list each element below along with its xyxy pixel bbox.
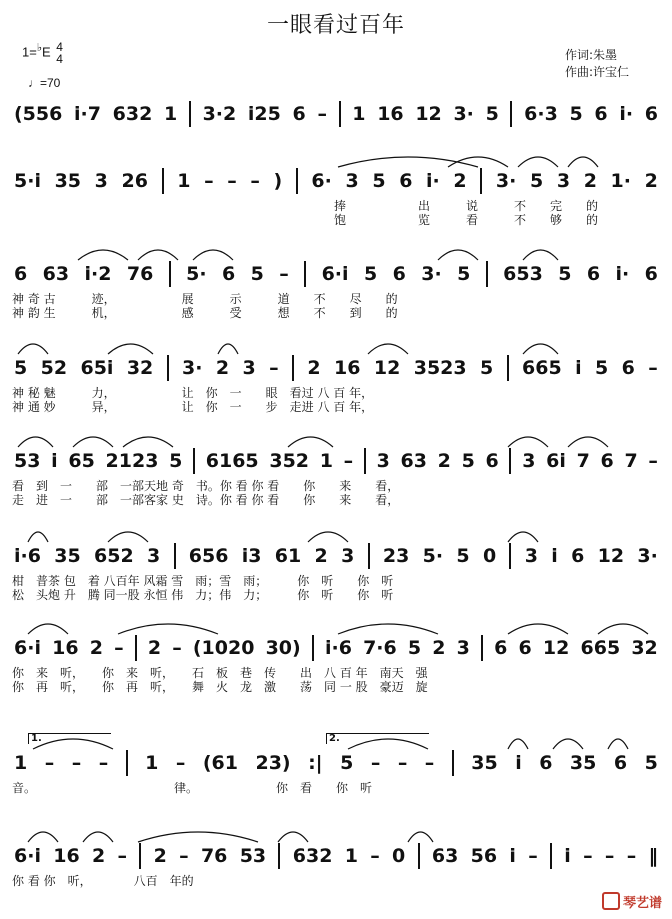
lyric-line: 神 奇 古 迹， 展 示 道 不 尽 的	[12, 292, 398, 306]
note: –	[648, 450, 658, 472]
note: ‖	[648, 845, 658, 867]
note: 3·	[637, 545, 658, 567]
note: 12	[373, 357, 401, 379]
note: 6·i	[321, 263, 349, 285]
volta-second: 2.	[326, 733, 429, 744]
note: 2	[644, 170, 658, 192]
note: 6	[494, 637, 508, 659]
note: 1	[319, 450, 333, 472]
bar-line	[135, 635, 137, 661]
note: 3	[341, 545, 355, 567]
bar-line	[510, 101, 512, 127]
note-line	[8, 840, 664, 872]
note: i	[564, 845, 571, 867]
note: 5	[14, 357, 28, 379]
note: i	[575, 357, 582, 379]
bar-line	[167, 355, 169, 381]
note: 16	[334, 357, 361, 379]
bar-line	[296, 168, 298, 194]
note: 3	[345, 170, 359, 192]
flat-sign: ♭	[36, 42, 42, 54]
note: 2	[453, 170, 467, 192]
note: i	[509, 845, 516, 867]
note: 1	[164, 103, 178, 125]
note: 3	[456, 637, 470, 659]
note: 3	[376, 450, 390, 472]
note: 6·i	[14, 845, 41, 867]
note: 5	[372, 170, 386, 192]
note: 16	[377, 103, 404, 125]
lyric-line: 神 通 妙 异， 让 你 一 步 走进 八 百 年，	[12, 400, 374, 414]
note: –	[370, 845, 380, 867]
note: 5	[485, 103, 499, 125]
bar-line	[550, 843, 552, 869]
note: 6	[613, 752, 628, 774]
note-line	[8, 747, 664, 779]
lyric-line: 柑 普茶 包 着 八百年 风霜 雪 雨；雪 雨； 你 听 你 听	[12, 574, 394, 588]
note: 2	[89, 637, 103, 659]
page-title: 一眼看过百年	[266, 13, 405, 38]
note-line	[8, 540, 664, 572]
note: 3·	[453, 103, 474, 125]
note: 35	[54, 545, 81, 567]
note: i25	[247, 103, 281, 125]
note: 1	[145, 752, 159, 774]
bar-line	[126, 750, 128, 776]
bar-line	[481, 635, 483, 661]
note: 652	[94, 545, 134, 567]
note: 6	[644, 263, 658, 285]
note: –	[172, 637, 182, 659]
note: 3	[94, 170, 108, 192]
note: 0	[392, 845, 406, 867]
note: (1020	[192, 637, 255, 659]
note: 52	[40, 357, 68, 379]
note: –	[227, 170, 237, 192]
bar-line	[169, 261, 171, 287]
bar-line	[139, 843, 141, 869]
key-signature	[22, 40, 63, 65]
note: –	[175, 752, 186, 774]
note: 53	[239, 845, 267, 867]
note: –	[179, 845, 189, 867]
note: 2	[432, 637, 446, 659]
key-prefix: 1=	[22, 44, 37, 60]
note: –	[528, 845, 538, 867]
note: –	[397, 752, 408, 774]
note: 352	[269, 450, 310, 472]
note: 16	[52, 637, 79, 659]
note: 0	[482, 545, 497, 567]
note: 5	[480, 357, 494, 379]
note: –	[114, 637, 124, 659]
credits	[565, 47, 629, 81]
note: 3	[522, 450, 536, 472]
note: 3	[524, 545, 538, 567]
note: 6	[644, 103, 658, 125]
note: 3·	[182, 357, 203, 379]
note: 65i	[80, 357, 114, 379]
bar-line	[189, 101, 191, 127]
bar-line	[162, 168, 164, 194]
bar-line	[486, 261, 488, 287]
note: 6	[399, 170, 413, 192]
note: 76	[126, 263, 154, 285]
note: –	[279, 263, 289, 285]
note: )	[273, 170, 283, 192]
note: 6	[14, 263, 28, 285]
note: 6·3	[524, 103, 558, 125]
note: –	[269, 357, 279, 379]
note: 2	[314, 545, 328, 567]
note: 2	[147, 637, 162, 659]
note: 6	[586, 263, 601, 285]
note: i	[515, 752, 522, 774]
bar-line	[509, 448, 511, 474]
note: 30)	[265, 637, 301, 659]
note: 5·i	[14, 170, 41, 192]
note: 65	[68, 450, 95, 472]
note: 7·6	[363, 637, 397, 659]
note: 2123	[105, 450, 159, 472]
note: i3	[241, 545, 262, 567]
lyric-line: 你 来 听， 你 来 听， 石 板 巷 传 出 八 百 年 南天 强	[12, 666, 428, 680]
note: (556	[14, 103, 63, 125]
note: 16	[53, 845, 80, 867]
bar-line	[364, 448, 366, 474]
note: 653	[503, 263, 543, 285]
note: 12	[542, 637, 570, 659]
note: –	[317, 103, 327, 125]
note: i·6	[14, 545, 41, 567]
note: 5	[169, 450, 183, 472]
note: 6	[485, 450, 499, 472]
note: 32	[631, 637, 658, 659]
note: 63	[42, 263, 70, 285]
note: 76	[200, 845, 228, 867]
note: –	[626, 845, 637, 867]
note: 2	[437, 450, 451, 472]
tempo-marking: ♩=70	[28, 76, 61, 90]
note: i·7	[74, 103, 101, 125]
note: 1	[344, 845, 358, 867]
note: 6	[221, 263, 236, 285]
note: 6	[600, 450, 614, 472]
note-line	[8, 258, 664, 290]
lyric-line: 你 看 你 听， 八百 年的	[12, 874, 194, 888]
note: –	[44, 752, 55, 774]
note: 5	[340, 752, 354, 774]
note: 2	[307, 357, 321, 379]
note: 6165	[205, 450, 259, 472]
note: 1·	[610, 170, 631, 192]
note: 12	[415, 103, 442, 125]
lyric-line: 你 再 听， 你 再 听， 舞 火 龙 激 荡 同 一 股 豪迈 旋	[12, 680, 428, 694]
note: 63	[400, 450, 427, 472]
note: 32	[126, 357, 154, 379]
note: 5	[529, 170, 544, 192]
watermark-text: 琴艺谱	[622, 896, 662, 911]
note: –	[98, 752, 109, 774]
note: i·2	[84, 263, 112, 285]
note: 6·i	[14, 637, 41, 659]
note: 3523	[413, 357, 467, 379]
bar-line	[507, 355, 509, 381]
note: 5	[363, 263, 378, 285]
note: 35	[471, 752, 498, 774]
note: 3·	[421, 263, 442, 285]
note: i·	[426, 170, 440, 192]
note: 23	[382, 545, 410, 567]
lyric-line: 松 头炮 升 腾 同一股 永恒 伟 力；伟 力； 你 听 你 听	[12, 588, 394, 602]
note: 6	[621, 357, 635, 379]
note: 2	[92, 845, 106, 867]
note: i·	[619, 103, 634, 125]
lyricist: 作词:朱墨	[565, 48, 618, 62]
note: 5	[461, 450, 475, 472]
note: 63	[431, 845, 459, 867]
lyric-line: 走 进 一 部 一部客家 史 诗。你 看 你 看 你 来 看，	[12, 493, 400, 507]
note: 3·2	[202, 103, 237, 125]
bar-line	[368, 543, 370, 569]
note: :|	[308, 752, 323, 774]
note: i	[551, 545, 558, 567]
lyric-line: 饱 览 看 不 够 的	[334, 213, 599, 227]
watermark-logo	[602, 892, 662, 911]
note: 5	[558, 263, 572, 285]
note: 5	[250, 263, 264, 285]
lyric-line: 神 韵 生 机， 感 受 想 不 到 的	[12, 306, 398, 320]
note: 6	[571, 545, 585, 567]
note: 1	[352, 103, 366, 125]
note: 7	[624, 450, 638, 472]
note: 5·	[186, 263, 207, 285]
note: 6	[292, 103, 306, 125]
note: –	[204, 170, 214, 192]
bar-line	[304, 261, 306, 287]
note: 6i	[546, 450, 566, 472]
note: –	[71, 752, 82, 774]
note: 3	[556, 170, 571, 192]
note: –	[117, 845, 128, 867]
bar-line	[193, 448, 195, 474]
time-top: 4	[56, 39, 63, 54]
note: 5	[407, 637, 422, 659]
note: 5	[456, 545, 470, 567]
note: 6	[594, 103, 608, 125]
note: 7	[576, 450, 590, 472]
bar-line	[339, 101, 341, 127]
note: 5	[457, 263, 471, 285]
note: 5	[644, 752, 658, 774]
note: 2	[215, 357, 230, 379]
bar-line	[312, 635, 314, 661]
time-signature	[56, 41, 63, 65]
note-line	[8, 632, 664, 664]
composer: 作曲:许宝仁	[565, 65, 630, 79]
note: 632	[292, 845, 333, 867]
note: –	[583, 845, 593, 867]
lyric-line: 看 到 一 部 一部天地 奇 书。你 看 你 看 你 来 看，	[12, 479, 400, 493]
note: 53	[14, 450, 41, 472]
note: 23)	[255, 752, 291, 774]
note: –	[424, 752, 435, 774]
bar-line	[174, 543, 176, 569]
volta-first: 1.	[28, 733, 111, 744]
note: 35	[569, 752, 597, 774]
bar-line	[509, 543, 511, 569]
note-line	[8, 98, 664, 130]
note: 1	[177, 170, 191, 192]
note: –	[343, 450, 354, 472]
note: 3·	[495, 170, 517, 192]
note: 5·	[422, 545, 444, 567]
note: 6	[392, 263, 406, 285]
note: 5	[569, 103, 583, 125]
note: 35	[54, 170, 82, 192]
lyric-line: 捧 出 说 不 完 的	[334, 199, 599, 213]
note: 26	[121, 170, 148, 192]
key-name: E	[41, 44, 51, 60]
bar-line	[452, 750, 454, 776]
lyric-line: 音。 律。 你 看 你 听	[12, 781, 373, 795]
note: 632	[112, 103, 153, 125]
note: 3	[146, 545, 161, 567]
note: 6·	[311, 170, 332, 192]
note-line	[8, 445, 664, 477]
bar-line	[292, 355, 294, 381]
note: i·	[615, 263, 630, 285]
note-line	[8, 165, 664, 197]
logo-icon	[602, 892, 620, 910]
note: 6	[518, 637, 532, 659]
note: –	[648, 357, 658, 379]
note: 12	[597, 545, 625, 567]
note: 6	[539, 752, 553, 774]
note: 3	[242, 357, 256, 379]
note: i	[51, 450, 58, 472]
bar-line	[278, 843, 280, 869]
bar-line	[418, 843, 420, 869]
note: 2	[153, 845, 167, 867]
note: (61	[202, 752, 238, 774]
note: 656	[188, 545, 229, 567]
note: i·6	[324, 637, 352, 659]
note: 61	[274, 545, 302, 567]
bar-line	[480, 168, 482, 194]
time-bottom: 4	[56, 51, 63, 66]
note: 5	[595, 357, 609, 379]
note: 56	[470, 845, 498, 867]
note-line	[8, 352, 664, 384]
note: 1	[14, 752, 28, 774]
note: –	[250, 170, 260, 192]
note: 665	[522, 357, 562, 379]
note: –	[604, 845, 615, 867]
note: –	[370, 752, 381, 774]
note: 2	[583, 170, 597, 192]
note: 665	[580, 637, 621, 659]
lyric-line: 神 秘 魅 力， 让 你 一 眼 看过 八 百 年，	[12, 386, 374, 400]
